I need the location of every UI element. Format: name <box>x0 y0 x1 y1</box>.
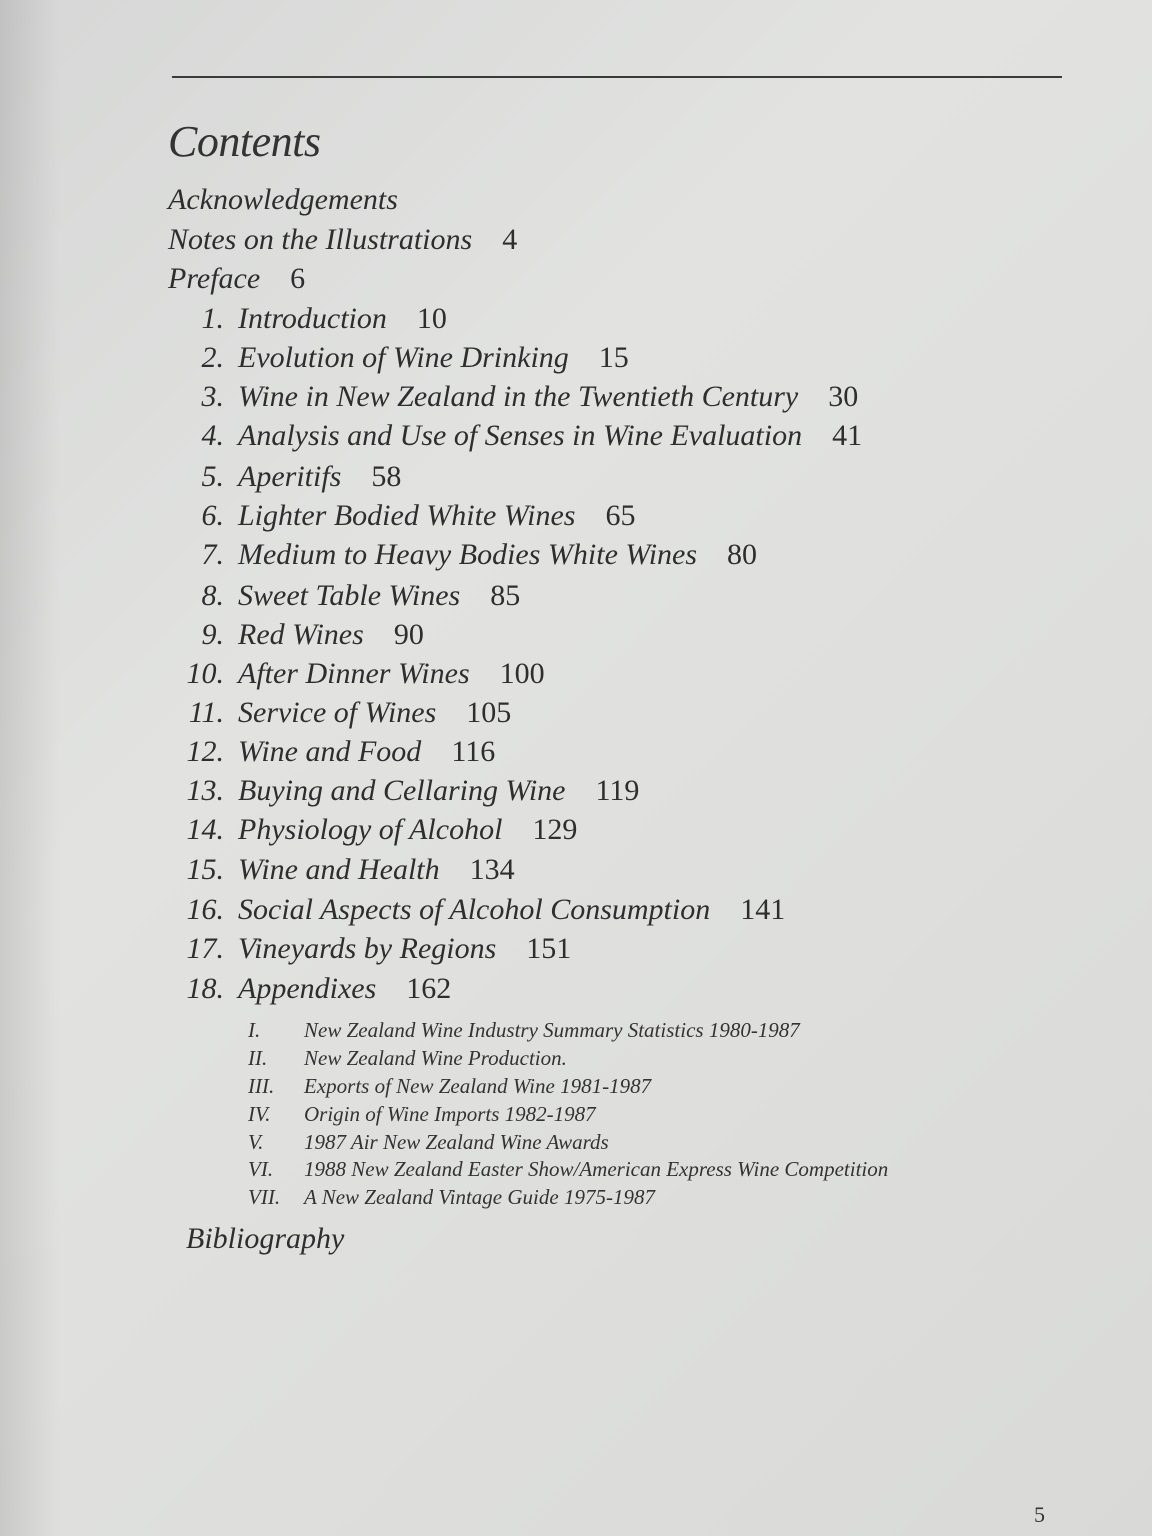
chapter-title: Introduction <box>238 302 387 335</box>
chapter-title: Social Aspects of Alcohol Consumption <box>238 893 711 926</box>
appendix-title: Exports of New Zealand Wine 1981-1987 <box>304 1074 652 1098</box>
page-edge-shadow <box>0 0 60 1536</box>
appendix-numeral: II. <box>248 1046 268 1070</box>
chapter-title: Red Wines <box>238 618 364 651</box>
chapter-title: Physiology of Alcohol <box>238 813 503 846</box>
front-matter-label: Preface <box>168 262 261 295</box>
chapter-title: Medium to Heavy Bodies White Wines <box>238 538 698 571</box>
appendix-entry <box>248 1128 609 1156</box>
appendix-numeral: VI. <box>248 1157 274 1181</box>
chapter-title: Wine and Food <box>238 735 422 768</box>
chapter-entry <box>180 496 635 536</box>
top-rule <box>172 76 1062 78</box>
chapter-number: 2. <box>201 341 224 374</box>
chapter-page: 129 <box>532 813 578 846</box>
chapter-entry <box>180 732 495 772</box>
chapter-page: 10 <box>416 302 447 335</box>
chapter-title: Appendixes <box>238 972 377 1005</box>
front-matter-page: 6 <box>290 262 306 295</box>
chapter-number: 18. <box>186 972 224 1005</box>
chapter-title: Lighter Bodied White Wines <box>238 499 576 532</box>
chapter-entry <box>180 576 520 616</box>
chapter-number: 15. <box>186 853 224 886</box>
chapter-number: 13. <box>186 774 224 807</box>
chapter-entry <box>180 457 401 497</box>
appendix-numeral: I. <box>248 1018 261 1042</box>
appendix-entry <box>248 1183 655 1211</box>
bibliography-entry: Bibliography <box>186 1222 345 1255</box>
chapter-title: Sweet Table Wines <box>238 579 461 612</box>
chapter-entry <box>180 890 785 930</box>
front-matter-label: Notes on the Illustrations <box>168 223 473 256</box>
chapter-title: Analysis and Use of Senses in Wine Evaluation <box>238 419 803 452</box>
chapter-number: 1. <box>201 302 224 335</box>
chapter-page: 100 <box>499 657 545 690</box>
chapter-number: 10. <box>186 657 224 690</box>
chapter-number: 17. <box>186 932 224 965</box>
chapter-number: 16. <box>186 893 224 926</box>
chapter-title: Evolution of Wine Drinking <box>238 341 569 374</box>
chapter-page: 119 <box>595 774 640 807</box>
chapter-title: Vineyards by Regions <box>238 932 497 965</box>
front-matter-acknowledgements <box>168 180 398 220</box>
chapter-entry <box>180 377 858 417</box>
chapter-number: 3. <box>201 380 224 413</box>
chapter-entry <box>180 969 451 1009</box>
appendix-entry <box>248 1100 596 1128</box>
chapter-title: Buying and Cellaring Wine <box>238 774 566 807</box>
chapter-entry <box>180 929 571 969</box>
chapter-page: 41 <box>832 419 863 452</box>
chapter-page: 30 <box>828 380 859 413</box>
chapter-entry <box>180 693 511 733</box>
chapter-entry <box>180 416 862 456</box>
chapter-title: Service of Wines <box>238 696 437 729</box>
chapter-page: 105 <box>466 696 512 729</box>
appendix-entry <box>248 1044 567 1072</box>
chapter-title: Wine in New Zealand in the Twentieth Century <box>238 380 799 413</box>
chapter-title: After Dinner Wines <box>238 657 470 690</box>
appendix-numeral: III. <box>248 1074 275 1098</box>
appendix-title: 1987 Air New Zealand Wine Awards <box>304 1130 609 1154</box>
chapter-number: 11. <box>188 696 224 729</box>
chapter-page: 58 <box>371 460 402 493</box>
chapter-entry <box>180 850 515 890</box>
chapter-number: 4. <box>201 419 224 452</box>
front-matter-preface <box>168 259 305 299</box>
chapter-title: Wine and Health <box>238 853 440 886</box>
chapter-number: 7. <box>201 538 224 571</box>
chapter-page: 15 <box>598 341 629 374</box>
chapter-page: 85 <box>490 579 521 612</box>
chapter-page: 162 <box>406 972 452 1005</box>
chapter-page: 65 <box>605 499 636 532</box>
page-number: 5 <box>1034 1502 1045 1527</box>
appendix-title: 1988 New Zealand Easter Show/American Express Wine Competition <box>304 1157 889 1181</box>
chapter-entry <box>180 535 757 575</box>
chapter-page: 141 <box>740 893 786 926</box>
appendix-title: New Zealand Wine Production. <box>304 1046 567 1070</box>
chapter-number: 6. <box>201 499 224 532</box>
chapter-entry <box>180 810 577 850</box>
appendix-title: A New Zealand Vintage Guide 1975-1987 <box>304 1185 655 1209</box>
chapter-page: 90 <box>393 618 424 651</box>
front-matter-illustrations <box>168 220 517 260</box>
appendix-title: Origin of Wine Imports 1982-1987 <box>304 1102 596 1126</box>
appendix-numeral: IV. <box>248 1102 271 1126</box>
appendix-entry <box>248 1072 651 1100</box>
chapter-entry <box>180 654 545 694</box>
chapter-title: Aperitifs <box>238 460 342 493</box>
chapter-number: 8. <box>201 579 224 612</box>
appendix-title: New Zealand Wine Industry Summary Statistics 1980-1987 <box>304 1018 800 1042</box>
chapter-page: 80 <box>727 538 758 571</box>
chapter-entry <box>180 338 629 378</box>
chapter-entry <box>180 615 424 655</box>
chapter-number: 14. <box>186 813 224 846</box>
chapter-page: 151 <box>526 932 572 965</box>
appendix-numeral: V. <box>248 1130 264 1154</box>
appendix-numeral: VII. <box>248 1185 281 1209</box>
appendix-entry <box>248 1016 800 1044</box>
front-matter-label: Acknowledgements <box>168 183 398 216</box>
chapter-number: 9. <box>201 618 224 651</box>
chapter-entry <box>180 299 447 339</box>
chapter-number: 5. <box>201 460 224 493</box>
chapter-number: 12. <box>186 735 224 768</box>
chapter-page: 116 <box>451 735 496 768</box>
front-matter-page: 4 <box>502 223 518 256</box>
chapter-page: 134 <box>469 853 515 886</box>
appendix-entry <box>248 1155 888 1183</box>
page-title: Contents <box>168 117 321 166</box>
chapter-entry <box>180 771 639 811</box>
